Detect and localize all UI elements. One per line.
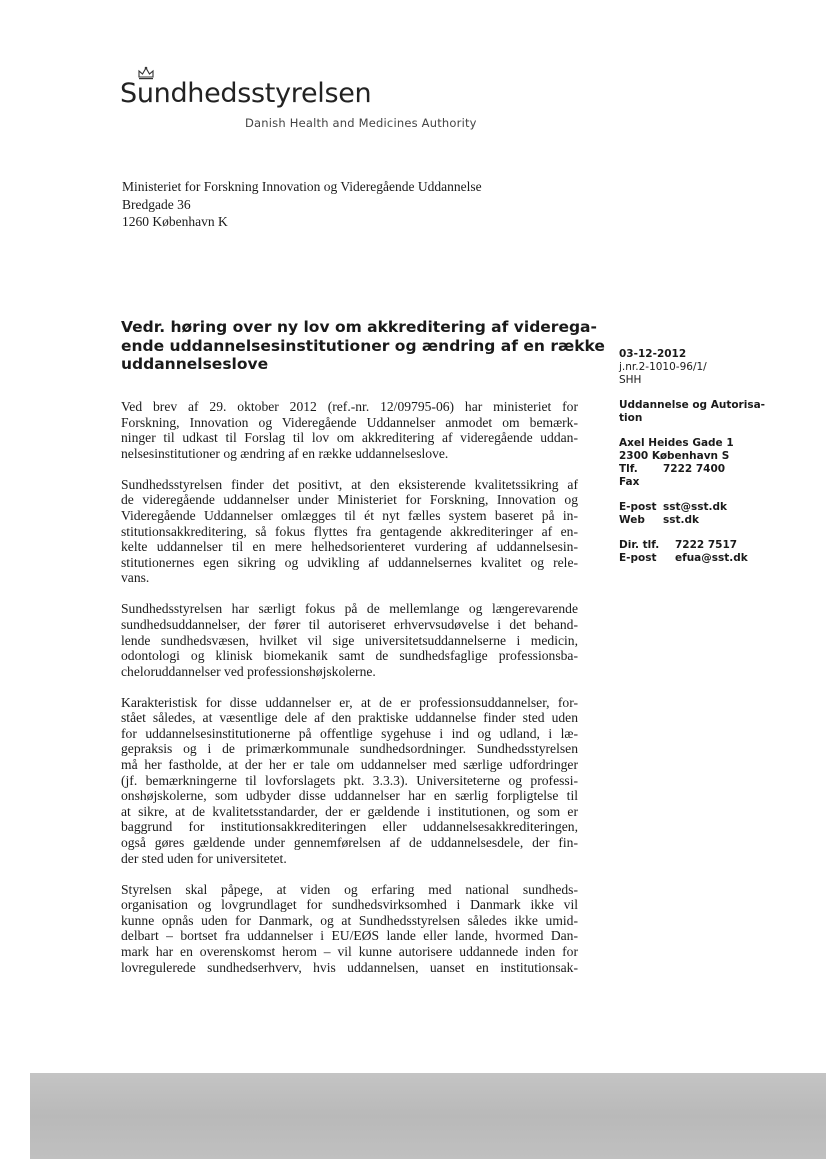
body-line: vans. <box>121 570 150 586</box>
body-line: baggrund for institutionsakkrediteringen eller uddannelsesakkrediteringen, <box>121 819 578 835</box>
direct-phone-row <box>619 539 789 552</box>
paragraph <box>121 399 578 461</box>
recipient-line: Ministeriet for Forskning Innovation og Videregående Uddannelse <box>122 179 482 194</box>
letter-subject <box>121 318 605 374</box>
body-line: lovregulerede sundhedserhverv, hvis uddannelsen, uanset en institutionsak- <box>121 959 578 975</box>
body-line: nelsesinstitutioner og ændring af en række uddannelseslove. <box>121 445 449 461</box>
body-line: Sundhedsstyrelsen har særligt fokus på de mellemlange og længerevarende <box>121 601 578 617</box>
body-line: må her fastholde, at der her er tale om uddannelser med særlige udfordringer <box>121 757 578 773</box>
body-line: Karakteristisk for disse uddannelser er, at de er professionsuddannelser, for- <box>121 694 578 710</box>
logo-name: Sundhedsstyrelsen <box>120 78 372 109</box>
paragraph <box>121 477 578 586</box>
phone-row <box>619 463 789 476</box>
letter-date: 03-12-2012 <box>619 348 687 360</box>
body-line: lende sundhedsvæsen, hvilket vil sige universitetsuddannelserne i medicin, <box>121 632 578 648</box>
body-line: Sundhedsstyrelsen finder det positivt, at den eksisterende kvalitetssikring af <box>121 476 578 492</box>
letter-body <box>121 399 578 991</box>
paragraph <box>121 601 578 679</box>
direct-email-value: efua@sst.dk <box>675 552 748 564</box>
body-line: Ved brev af 29. oktober 2012 (ref.-nr. 12/09795-06) har ministeriet for <box>121 399 578 414</box>
direct-email-label: E-post <box>619 552 657 564</box>
body-line: at sikre, at de kvalitetsstandarder, der er gældende i institutionen, og som er <box>121 803 578 819</box>
phone-value: 7222 7400 <box>663 463 726 475</box>
journal-number: j.nr.2-1010-96/1/ <box>619 361 707 373</box>
subject-line: uddannelseslove <box>121 355 269 373</box>
body-line: ninger til udkast til Forslag til lov om akkreditering af videregående uddan- <box>121 430 578 446</box>
body-line: stået således, at væsentlige dele af den praktiske uddannelse finder sted uden <box>121 710 578 726</box>
body-line: stitutionsakkreditering, så fokus flyttes fra gentagende akkrediteringer af en- <box>121 523 578 539</box>
direct-phone-value: 7222 7517 <box>675 539 738 551</box>
web-label: Web <box>619 514 645 526</box>
recipient-line: 1260 København K <box>122 214 228 229</box>
direct-email-row <box>619 552 789 565</box>
body-line: for uddannelsesinstitutionerne på offentlige sygehuse i ind og udland, i læ- <box>121 725 578 741</box>
department-line: tion <box>619 412 643 424</box>
subject-line: Vedr. høring over ny lov om akkreditering af viderega- <box>121 318 597 336</box>
body-line: gepraksis og i de primærkommunale sundhedsordninger. Sundhedsstyrelsen <box>121 741 578 757</box>
email-row <box>619 501 789 514</box>
body-line: Forskning, Innovation og Videregående Uddannelser anmodet om bemærk- <box>121 414 578 430</box>
body-line: Styrelsen skal påpege, at viden og erfaring med national sundheds- <box>121 881 578 897</box>
body-line: mark har en overenskomst herom – vil kunne autorisere uddannede inden for <box>121 943 578 959</box>
recipient-line: Bredgade 36 <box>122 196 191 212</box>
body-line: kelte uddannelser til en mere helhedsorienteret vurdering af uddannelsesin- <box>121 539 578 555</box>
scan-footer-band <box>30 1073 826 1159</box>
body-line: stitutionernes egen sikring og udvikling af uddannelsernes kvalitet og rele- <box>121 554 578 570</box>
body-line: onshøjskolerne, som udbyder disse uddannelser har en særlig forpligtelse til <box>121 788 578 804</box>
web-row <box>619 514 789 527</box>
body-line: også gøres gældende under gennemførelsen af de uddannelsesdele, der fin- <box>121 835 578 851</box>
body-line: sundhedsuddannelser, der fører til autoriseret erhvervsudøvelse i det behand- <box>121 616 578 632</box>
body-line: de videregående uddannelser under Ministeriet for Forskning, Innovation og <box>121 492 578 508</box>
body-line: der sted uden for universitetet. <box>121 850 287 866</box>
logo-subtitle: Danish Health and Medicines Authority <box>245 116 477 130</box>
department-line: Uddannelse og Autorisa- <box>619 399 766 411</box>
body-line: odontologi og klinisk biomekanik samt de sundhedsfaglige professionsba- <box>121 648 578 664</box>
body-line: Videregående Uddannelser omlægges til ét nyt fælles system baseret på in- <box>121 507 578 523</box>
body-line: (jf. bemærkningerne til lovforslagets pkt. 3.3.3). Universiteterne og professi- <box>121 772 578 788</box>
fax-row <box>619 476 789 489</box>
case-initials: SHH <box>619 374 642 386</box>
direct-phone-label: Dir. tlf. <box>619 539 660 551</box>
body-line: organisation og lovgrundlaget for sundhedsvirksomhed i Danmark ikke vil <box>121 897 578 913</box>
subject-line: ende uddannelsesinstitutioner og ændring af en række <box>121 336 605 355</box>
paragraph <box>121 695 578 867</box>
email-value: sst@sst.dk <box>663 501 728 513</box>
body-line: cheloruddannelser ved professionshøjskolerne. <box>121 663 376 679</box>
body-line: kunne opnås uden for Danmark, og at Sundhedsstyrelsen således ikke umid- <box>121 912 578 928</box>
street-address: Axel Heides Gade 1 <box>619 437 734 449</box>
phone-label: Tlf. <box>619 463 638 475</box>
paragraph <box>121 882 578 976</box>
body-line: delbart – bortset fra uddannelser i EU/EØS lande eller lande, hvormed Dan- <box>121 928 578 944</box>
fax-label: Fax <box>619 476 640 488</box>
postal-address: 2300 København S <box>619 450 730 462</box>
email-label: E-post <box>619 501 657 513</box>
recipient-address <box>122 178 482 231</box>
sidebar-info <box>619 348 789 565</box>
web-value: sst.dk <box>663 514 700 526</box>
